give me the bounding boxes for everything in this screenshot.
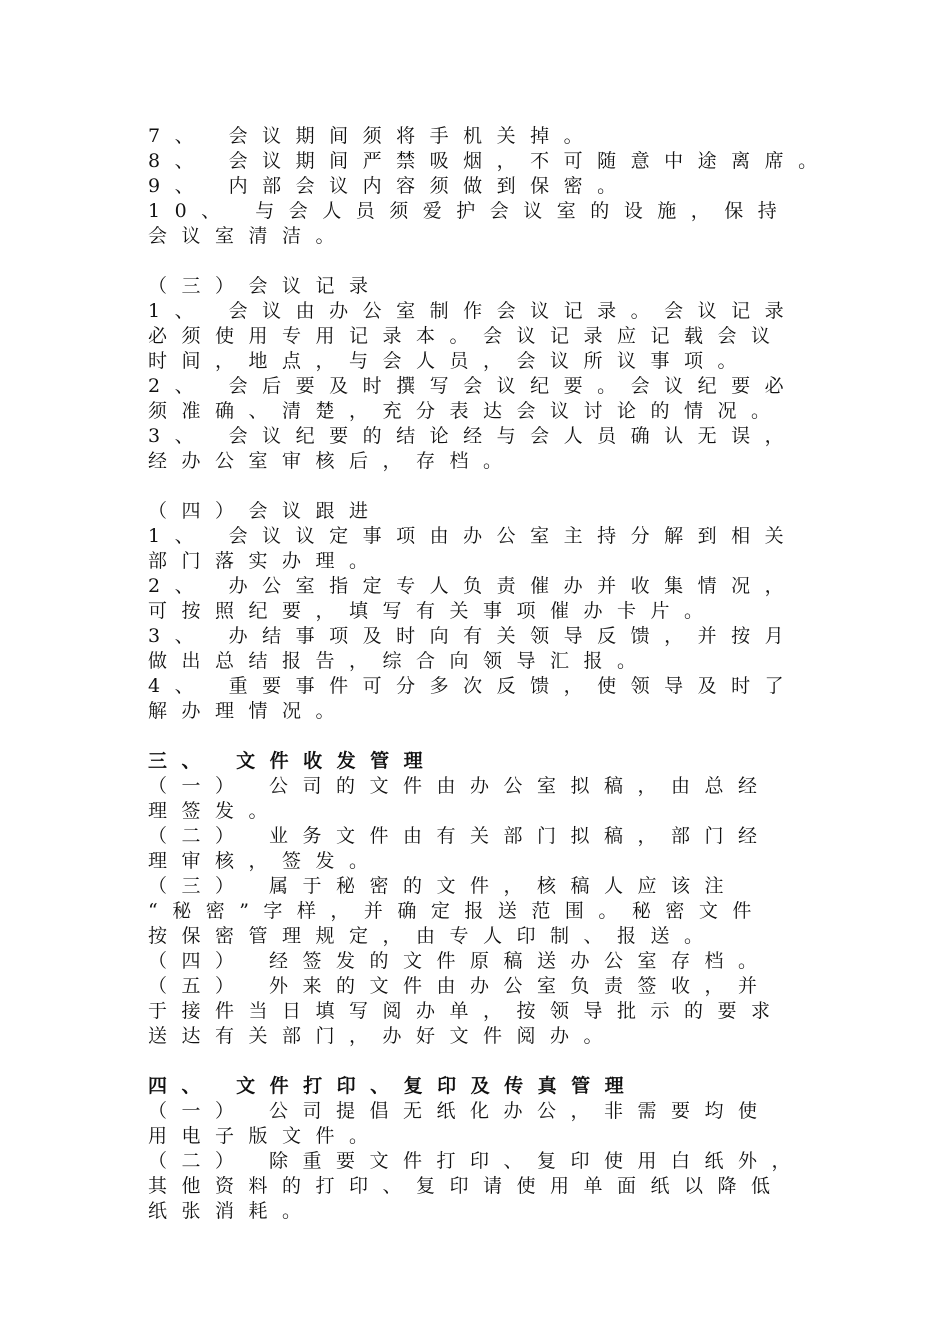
- text-line: 其他资料的打印、复印请使用单面纸以降低: [148, 1175, 785, 1197]
- text-line: 4、 重要事件可分多次反馈，使领导及时了: [148, 675, 799, 697]
- text-line: 8、 会议期间严禁吸烟，不可随意中途离席。: [148, 150, 832, 172]
- text-line: 2、 办公室指定专人负责催办并收集情况，: [148, 575, 799, 597]
- subsection-heading: （四）会议跟进: [148, 500, 383, 522]
- text-line: 部门落实办理。: [148, 550, 383, 572]
- text-line: 理签发。: [148, 800, 283, 822]
- text-line: 须准确、清楚，充分表达会议讨论的情况。: [148, 400, 785, 422]
- text-line: 解办理情况。: [148, 700, 350, 722]
- text-line: （四） 经签发的文件原稿送办公室存档。: [148, 950, 772, 972]
- blank-line: [148, 1049, 848, 1074]
- text-line: （五） 外来的文件由办公室负责签收，并: [148, 975, 772, 997]
- text-line: 时间，地点，与会人员，会议所议事项。: [148, 350, 752, 372]
- section-heading: 四、 文件打印、复印及传真管理: [148, 1075, 639, 1097]
- blank-line: [148, 724, 848, 749]
- text-line: （三） 属于秘密的文件，核稿人应该注: [148, 875, 739, 897]
- text-line: （一） 公司提倡无纸化办公，非需要均使: [148, 1100, 772, 1122]
- text-line: 可按照纪要，填写有关事项催办卡片。: [148, 600, 718, 622]
- text-line: 必须使用专用记录本。会议记录应记载会议: [148, 325, 785, 347]
- text-line: 10、 与会人员须爱护会议室的设施，保持: [148, 200, 792, 222]
- text-line: （二） 除重要文件打印、复印使用白纸外，: [148, 1150, 806, 1172]
- text-line: 于接件当日填写阅办单，按领导批示的要求: [148, 1000, 785, 1022]
- text-line: 纸张消耗。: [148, 1200, 316, 1222]
- text-line: “秘密”字样，并确定报送范围。秘密文件: [148, 900, 766, 922]
- text-line: 2、 会后要及时撰写会议纪要。会议纪要必: [148, 375, 799, 397]
- section-heading: 三、 文件收发管理: [148, 750, 438, 772]
- text-line: 经办公室审核后，存档。: [148, 450, 517, 472]
- document-page: [148, 124, 848, 1224]
- text-line: 送达有关部门，办好文件阅办。: [148, 1025, 618, 1047]
- text-line: 理审核，签发。: [148, 850, 383, 872]
- text-line: 做出总结报告，综合向领导汇报。: [148, 650, 651, 672]
- text-line: 用电子版文件。: [148, 1125, 383, 1147]
- text-line: 9、 内部会议内容须做到保密。: [148, 175, 631, 197]
- text-line: （一） 公司的文件由办公室拟稿，由总经: [148, 775, 772, 797]
- text-line: 1、 会议议定事项由办公室主持分解到相关: [148, 525, 799, 547]
- text-line: 1、 会议由办公室制作会议记录。会议记录: [148, 300, 799, 322]
- text-line: 3、 办结事项及时向有关领导反馈，并按月: [148, 625, 799, 647]
- text-line: 7、 会议期间须将手机关掉。: [148, 125, 598, 147]
- text-line: 3、 会议纪要的结论经与会人员确认无误，: [148, 425, 799, 447]
- text-line: 按保密管理规定，由专人印制、报送。: [148, 925, 718, 947]
- text-line: 会议室清洁。: [148, 225, 350, 247]
- text-line: （二） 业务文件由有关部门拟稿，部门经: [148, 825, 772, 847]
- subsection-heading: （三）会议记录: [148, 275, 383, 297]
- blank-line: [148, 249, 848, 274]
- blank-line: [148, 474, 848, 499]
